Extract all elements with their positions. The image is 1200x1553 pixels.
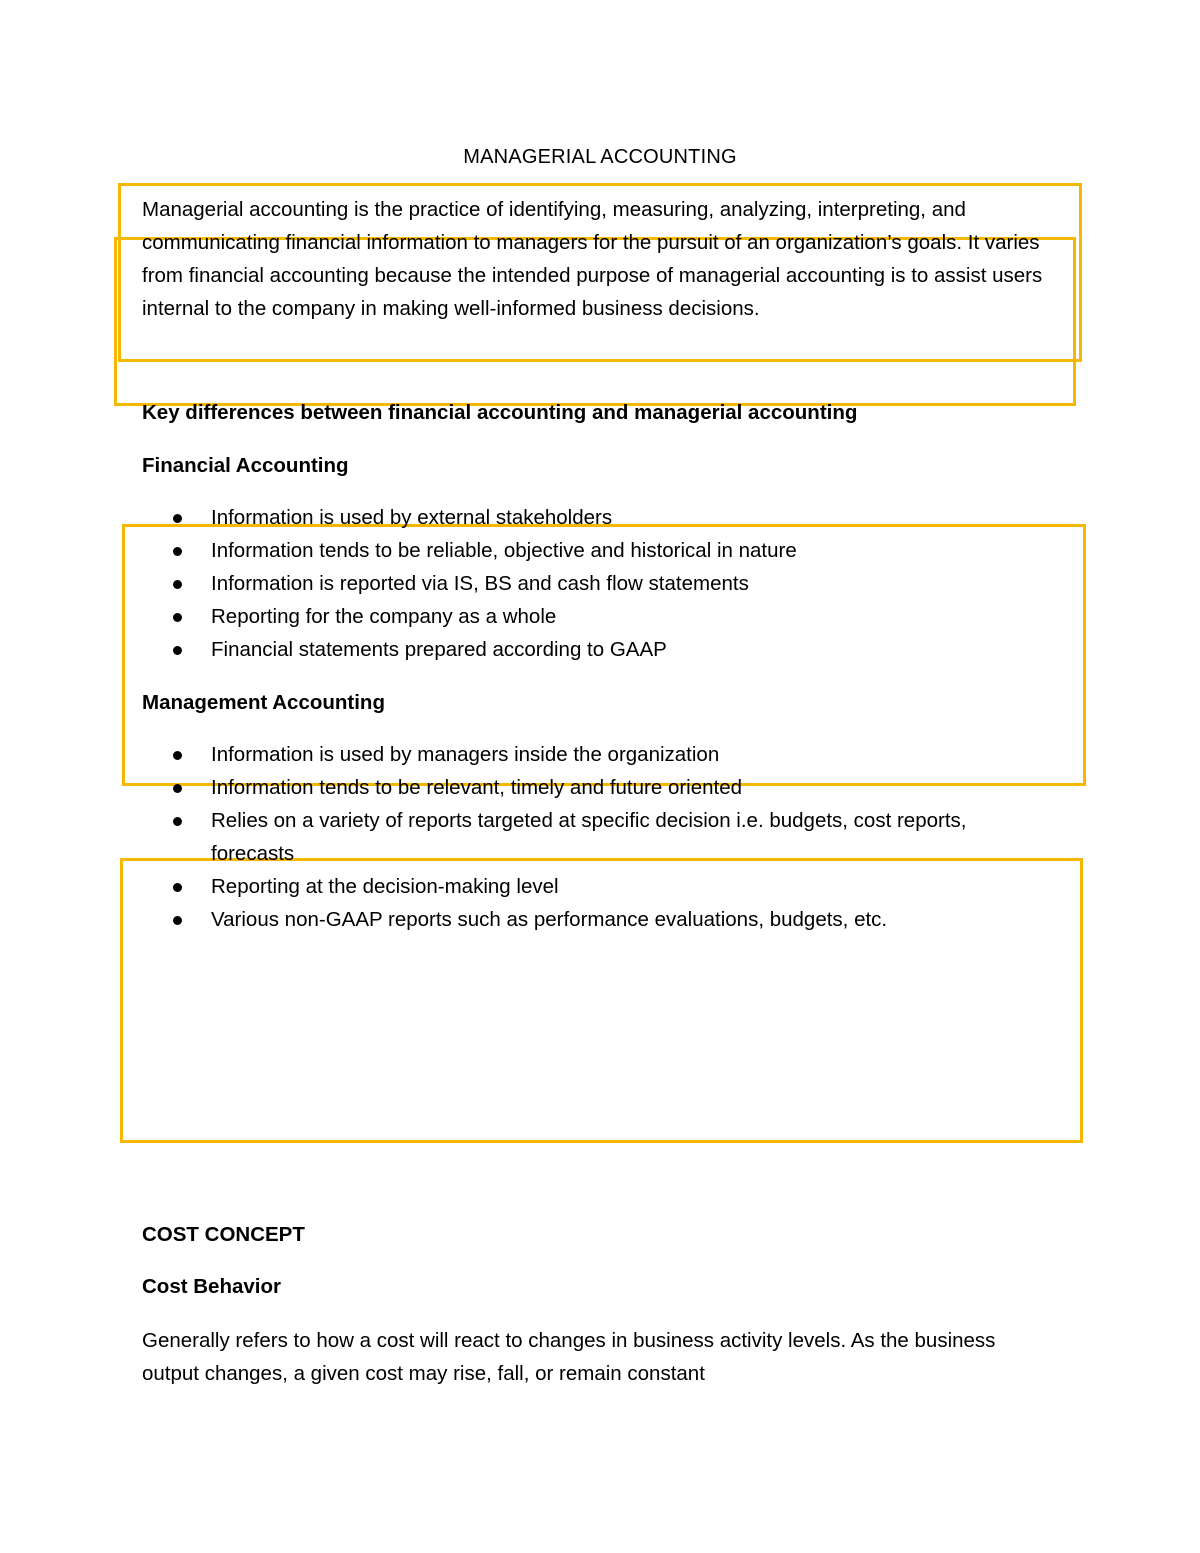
page-title: MANAGERIAL ACCOUNTING bbox=[463, 146, 737, 168]
cost-concept-heading: COST CONCEPT bbox=[142, 1223, 305, 1246]
list-item: Relies on a variety of reports targeted at specific decision i.e. budgets, cost reports, forecasts bbox=[170, 804, 1050, 870]
cost-behavior-paragraph: Generally refers to how a cost will react to changes in business activity levels. As the business output changes, a given cost may rise, fall, or remain constant bbox=[142, 1329, 996, 1385]
financial-accounting-list bbox=[170, 501, 1050, 666]
list-item: Reporting at the decision-making level bbox=[170, 870, 1050, 903]
intro-paragraph: Managerial accounting is the practice of identifying, measuring, analyzing, interpreting, and communicating financial information to managers for the pursuit of an organization’s goals. It varies from financial accounting because the intended purpose of managerial accounting is to assist users internal to the company in making well-informed business decisions. bbox=[142, 198, 1043, 320]
list-item: Information is used by managers inside the organization bbox=[170, 738, 1050, 771]
list-item: Various non-GAAP reports such as performance evaluations, budgets, etc. bbox=[170, 903, 1050, 936]
list-item: Information is reported via IS, BS and cash flow statements bbox=[170, 567, 1050, 600]
management-accounting-list bbox=[170, 738, 1050, 936]
list-item: Information tends to be relevant, timely and future oriented bbox=[170, 771, 1050, 804]
list-item: Information is used by external stakeholders bbox=[170, 501, 1050, 534]
management-accounting-heading: Management Accounting bbox=[142, 691, 385, 714]
list-item: Reporting for the company as a whole bbox=[170, 600, 1050, 633]
list-item: Information tends to be reliable, objective and historical in nature bbox=[170, 534, 1050, 567]
financial-accounting-heading: Financial Accounting bbox=[142, 454, 349, 477]
key-differences-heading: Key differences between financial accounting and managerial accounting bbox=[142, 401, 858, 424]
list-item: Financial statements prepared according to GAAP bbox=[170, 633, 1050, 666]
cost-behavior-heading: Cost Behavior bbox=[142, 1275, 281, 1298]
